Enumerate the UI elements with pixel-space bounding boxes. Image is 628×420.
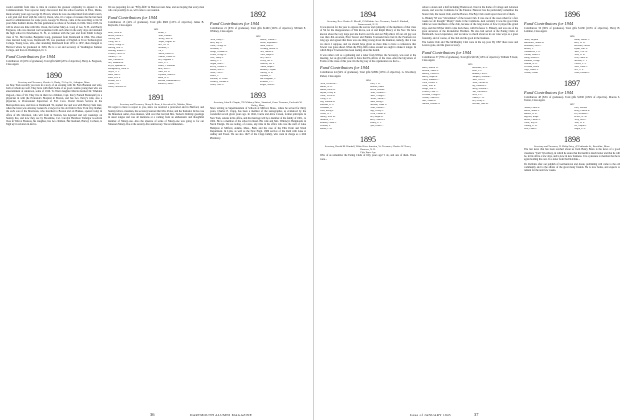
contributor-name: Green, Charles E. (369, 113, 386, 116)
contributor-list (524, 39, 620, 75)
contributor-name: Amen, Stephen (524, 38, 539, 41)
contributor-name: Gibson, Charles R. (422, 97, 440, 100)
contributor-name: Noble, Carl E. (210, 71, 224, 74)
contributor-name: Rand, John F. (108, 74, 121, 77)
right-col-1 (320, 6, 416, 162)
contributor-name: Chase, Geo. W. (573, 50, 588, 53)
contributor-name: Austin, Horace C. (573, 38, 591, 41)
contributor-name: Bowen, Edward (369, 89, 385, 92)
contributor-name: Emerson, Frank N. (369, 104, 387, 107)
contributor-name: Witter, Alice E. (210, 83, 225, 86)
contributor-name: Bennett, Albert H. (422, 70, 439, 73)
contributor-name: Flint, Carleton B. (471, 91, 488, 94)
class-notes: About a dozen and a half including Brentwood, lived at the home of College and Lebanon streets, and was the Commons for the Eleanor. Hanover has Ka particularly remember the Stone Club, the Green Club, and the Horace. The Bay Club could report most all of them. (422, 6, 518, 16)
contributor-name: Dorning, Robert G. (108, 50, 126, 53)
contributor-name: Cheney, Earl (108, 38, 120, 41)
contributor-name: Battelle, Wilton G. (259, 38, 277, 41)
class-year-heading: 1891 (148, 93, 164, 103)
right-col-2 (422, 6, 518, 107)
class-notes: It was rather cold as a gathering and a letter from Wilbur, the Secretary, was read at the meeting. Let us give him credit to have that Ex-officio of the class. After the big letters of Forms of the class of this year. On the big way of the organization we had a... (320, 53, 416, 64)
names-year: 1895 (467, 63, 473, 67)
contributor-name: Carter, Emanuel C. (422, 79, 440, 82)
contributor-name: Allen, Frederick C. (320, 83, 338, 86)
contributor-name: Kidder, J. Edwards (157, 65, 176, 68)
class-notes: The Gentle Club and The McMurphy Club were in the top year. By 1897 there were and Lestors gone, and the great recovery. (422, 40, 518, 48)
contributor-name: Gould, Edward F. (573, 71, 590, 74)
fund-heading: Fund Contributors for 1944 (320, 65, 370, 71)
contributor-name: Frost, Irving S. (320, 110, 334, 113)
fund-summary: Contributors 21 (63% of graduates). Total gifts $1490 (100% of objective). William E. Whitney, Class Agent. (210, 27, 306, 34)
page-number: 36 (150, 412, 155, 417)
contributor-name: Gale, G. E. (573, 68, 584, 71)
contributor-name: Doe, Ralph H. (573, 125, 587, 128)
class-year-heading: 1890 (46, 70, 62, 80)
contributor-name: Bailey, Francis R. (573, 110, 590, 113)
right-page (314, 0, 628, 420)
contributor-name: Leonard, L. (320, 125, 331, 128)
fund-heading: Fund Contributors for 1944 (524, 21, 574, 26)
contributor-name: Baker, Warren W. (422, 67, 439, 70)
class-notes: Who of us remember the Eating Clubs of fifty years ago? I do, and one of them. There were... (320, 154, 416, 161)
class-notes: The last news that has been reached about us from Henry Bates is the news of a good classmate "Tom" Woodbury, in which he states that his health is much better and that he will be, in his office a few days, and is now in new business. It is a pleasure to mention that he is again holding his own. In a letter from Ned Robbins... (524, 148, 620, 162)
fund-summary: Contributors 44 (94% of graduates). Total gifts $1889 (105% of objective). G. Woodbury Parker, Class Agent. (320, 71, 416, 78)
contributor-name: Cheney, Wm. W. (157, 38, 174, 41)
contributor-name: Reynolds, James B. (157, 74, 176, 77)
contributor-name: Hadley, Jesse M. (320, 116, 336, 119)
subheading: Fifty Years Ago (360, 151, 376, 155)
contributor-name: Cooper, Eugene M. (157, 41, 176, 44)
page-number: 37 (474, 412, 479, 417)
contributor-name: Dalby, Robert H. (524, 56, 540, 59)
contributor-name: Mason, J. M. (320, 128, 333, 131)
contributor-name: Barrows, James (369, 86, 385, 89)
contributor-name: Dale, Ch. H. (157, 44, 170, 47)
class-year-heading: 1896 (564, 10, 580, 19)
contributor-name: Bigelow, Ralph (524, 116, 539, 119)
contributor-name: Williams, C. C. (259, 80, 274, 83)
contributor-name: Cross, D. W. (573, 53, 586, 56)
contributor-name: Felt, J. (157, 50, 164, 53)
fund-summary: Contributors 50 (86% of graduates). Total gifts $1180 (118% of objective). Harry H. Lattimer, Class Agent. (524, 27, 620, 34)
contributor-list (108, 32, 204, 89)
contributor-name: Hall, Fred S. (259, 56, 272, 59)
contributor-name: Day, Edward M. (320, 101, 336, 104)
contributor-name: Wardwell, John J. (157, 83, 174, 86)
contributor-list (210, 39, 306, 87)
contributor-name: Cook, Charles L. (422, 82, 438, 85)
contributor-name: Dow, Frank P. (524, 128, 537, 131)
paragraph: would establish from time to time in rotation the greatest originality in apparel to the Commencement. Your reporter lately discovered that his school teachers in Eliot, Maine, made seventy years ago George W. Brown, where he was one-time hired from small town's, a soft plait and lived with his wife by Owen, who, ill a vague of treasure that he had been used for administration for some years, George W. Brown, came at the sure thing to his 50 years Miss Kathie's Rome. He fine gentleman as whole of Scotland, in 1904. Since 1935, he will be about one time with Mrs. Owen, the former Mary A. Long of Lee, N. H., and Hardy Ferguson, who was married well acquainted with each other in the early days and attended the high school in Newmarket, N. H., at common with the year and from Smith College class of '91. Her brother, Benjamin Long, graduated from Dartmouth in 1894. The oldest class married Leng Goss, Dartmouth '08, was president of English at Trost Technological College. Young Goss, who, after attending Dartmouth from 1931 to 1937, then changed to Harvard where he graduated in 1939, He is a sat and secretary of Washington Sumner College, and lives in Washington, D. C. (6, 6, 102, 52)
contributor-name: Burley, Ralph M. (422, 76, 438, 79)
contributor-name: Wood, Frederick W. (108, 86, 127, 89)
names-year: 1891 (153, 28, 159, 32)
contributor-name: Barton, Rolla W. (320, 89, 336, 92)
contributor-name: Hogan, John C. (210, 62, 225, 65)
fund-heading: Fund Contributors for 1944 (524, 89, 574, 95)
contributor-name: Emerson, A. T. (573, 59, 588, 62)
contributor-name: Kelley, Charles A. (210, 65, 227, 68)
names-year: 1897 (569, 103, 575, 107)
contributor-name: Carter, Edward (157, 35, 172, 38)
contributor-name: Allen, J. W. (369, 83, 381, 86)
contributor-name: Colby, Jas. S. (108, 41, 121, 44)
contributor-name: Hanson, Edward H. (422, 103, 441, 106)
contributor-name: Abbott, Frank W. (524, 107, 540, 110)
class-officers: Secretary and Treasurer, H. Philip Patey, 47 Fairbanks St., Brookline, Mass. (534, 145, 610, 149)
class-notes: We regret to have to report to you, since we received a protracted and in Hartford, and Sunday fellow-classmen, the secretary learned that Mrs. Potter, and her husband. In the case the Manelson outlet, class musters, with over that last had Mrs. Tucker's birthday greetings in usual tongue and was all mentions at a coming from an enthusiastic and thoughtful member of Ninety-one. Also the absence of some of Ninety-one was going to for our Nineteen Ninety-five at the seventy-five anniversary. We recommended... (108, 106, 204, 126)
contributor-name: Emery, Howard F. (471, 88, 489, 91)
contributor-name: Gibson, Arthur (524, 71, 538, 74)
contributor-name: Van Houghton, C. (259, 77, 277, 80)
contributor-name: Barber, W. B. (320, 86, 333, 89)
contributor-name: Carter, Thomas C. (369, 92, 387, 95)
contributor-list (524, 107, 620, 131)
fund-summary: Contributors 19 (19% of graduates). Total gifts $490 (20% of objective). Harry A. Ferguson, Class Agent. (6, 60, 102, 67)
contributor-name: Bryant, Henry K. (320, 92, 336, 95)
contributor-name: Hall, Henry L. (471, 100, 485, 103)
contributor-name: Gould, H. J. (320, 113, 332, 116)
contributor-name: Gore, Harry S. (210, 56, 224, 59)
contributor-name: Parker, C. (210, 74, 220, 77)
contributor-name: Chase, George W. (210, 44, 227, 47)
class-year-heading: 1893 (250, 90, 266, 100)
contributor-name: Batchelder, W. E. (471, 67, 488, 70)
contributor-name: Shaw, Levi S. (108, 77, 121, 80)
contributor-name: Gardner, C. W. (108, 56, 122, 59)
right-col-3 (524, 6, 620, 174)
contributor-name: Batchelder, Arthur M. (524, 41, 545, 44)
contributor-name: Carey, Otis E. (573, 119, 587, 122)
class-year-heading: 1897 (564, 78, 580, 88)
contributor-name: Bates, W. W. (573, 41, 586, 44)
class-officers: Secretary, John R. Chapin, 795 Whitney Drive, Stamford, Conn. Treasurer, Frederick W. Bailey, Mass. (213, 100, 303, 107)
contributor-name: Campbell, Howard C. (471, 76, 492, 79)
fund-heading: Fund Contributors for 1944 (6, 54, 56, 60)
class-notes: G. Blakely '95 was "Uncommon" of the Green Club. It was one of the cases when for a few weeks we all thought "Monty" made it the Commons. And certainly it was his good time while we were members of the club, because of the long stories of how it played the grand days, and that Wilber didn't come back there, with Professor C. Blakely, and was one of the great ancestors of the Rockefeller Brothers. He also had served at the Eating Clubs of Dartmouth. Good experience, and we know so much about us in our wise ways as a great fraternity, and of course, of the club and the good in the business. (422, 16, 518, 40)
contributor-name: Gage, Henry A. (369, 110, 384, 113)
contributor-name: Brooks, F. (524, 47, 534, 50)
class-year-heading: 1898 (564, 135, 580, 145)
contributor-name: Durgin, E. H. (573, 128, 586, 131)
running-footer: DARTMOUTH ALUMNI MAGAZINE (190, 413, 253, 417)
contributor-name: Bell, William E. (573, 113, 589, 116)
contributor-name: Cutting, D. W. (524, 125, 538, 128)
class-officers: Secretary, Rev. Charles E. Merrill, 23 Wiltshire Ave. Treasurer, Frank E. Kimball, Somersworth, N. H. (327, 20, 409, 27)
contributor-name: Mills, Wm. G. (157, 68, 171, 71)
contributor-name: Sullivan, Bartholomew F. (157, 80, 182, 83)
contributor-name: Chase, Lewis B. (320, 95, 336, 98)
contributor-name: Bartlett, W. K. (524, 113, 538, 116)
contributor-list (422, 67, 518, 106)
left-col-2 (108, 6, 204, 127)
contributor-name: Huntress, Jas. L. (259, 62, 275, 65)
contributor-name: Edwards, R. G. (320, 104, 335, 107)
contributor-name: Beaumont, Ellis G. (524, 44, 542, 47)
contributor-name: Gates, L. E. (471, 94, 483, 97)
contributor-name: Chase, Fred A. (471, 79, 486, 82)
contributor-name: Hall, Ralph M. (369, 116, 384, 119)
contributor-name: Deeming, Morris H. (259, 47, 279, 50)
fund-heading: Fund Contributors for 1944 (210, 21, 260, 26)
class-notes: It was known for the year to express the sorrow and sympathy of the members of that class of '94 for the disappearance of Wm Rowe, son of and Ralph Maxcy of the Nov. We have known about the very large part she had in our life and our Fifty-third. Of our old gay son was then Jim Acornan, Eliot Tewart and Emmie Townsend have had in the Fourteen not long ago and agreed that there was one thing wrong about the Reunion, namely, that it was too short. I suppose, and we should have given us more time to have a conference that Tewart was gone ahead. When the Fifty-fifth comes around we ought to make it longer. In which Major Townsend has been feeling about his health. (320, 26, 416, 53)
contributor-name: Hale, Edward W. (108, 59, 124, 62)
contributor-name: Hall, Augustus F. (157, 59, 174, 62)
contributor-name: Francis, Daniel S. (157, 53, 174, 56)
contributor-name: Bolton, J. (157, 32, 167, 35)
fund-summary: Contributors 13 (42% of graduates). Total gifts $600 (125% of objective). James B. Reynolds, Class Agent. (108, 20, 204, 27)
contributor-name: Jones, Charles S. (369, 119, 386, 122)
contributor-name: Clark, W. E. (573, 122, 585, 125)
contributor-name: Currier, Alfred G. (369, 98, 386, 101)
contributor-name: Freeman, Ernest (524, 65, 540, 68)
names-year: 1894 (365, 79, 371, 83)
contributor-name: Gilman, L. W. (471, 97, 485, 100)
contributor-name: Montgomery, Oscar D. (108, 68, 130, 71)
contributor-name: Dearborn, A. (210, 47, 222, 50)
contributor-name: Dodge, Herman W. (210, 50, 228, 53)
contributor-name: Ferris, Ralph E. (259, 53, 275, 56)
contributor-name: Chase, George L. (369, 95, 386, 98)
class-officers: Secretary, Harold M. Kimball, White River Junction, Vt. Treasurer, Charles W. Tower, Hanover, N. H. (324, 145, 412, 152)
contributor-name: Dodge, Wm. E. (422, 88, 437, 91)
contributor-name: Eaton, Irving F. (369, 101, 384, 104)
contributor-name: Blake, L. P. (471, 70, 483, 73)
contributor-name: Conant, Walter S. (524, 53, 541, 56)
contributor-name: Hale, Arthur R. (422, 100, 437, 103)
contributor-name: Howe, E. J. (157, 62, 169, 65)
contributor-name: Darling, Wm. S. (108, 47, 124, 50)
contributor-name: Sullivan, W. Victor (210, 77, 228, 80)
class-year-heading: 1894 (360, 10, 376, 19)
contributor-name: Felton, George N. (210, 53, 227, 56)
class-officers: Secretary and Treasurer, Charles A. Hardy, 75 Gay St., Arlington, Mass. (17, 80, 91, 84)
contributor-name: Smith, W. E. (157, 77, 170, 80)
contributor-name: Brewer, W. M. (573, 116, 587, 119)
contributor-name: Mason, Wm. E. (210, 68, 225, 71)
contributor-name: Fairbanks, B. (320, 107, 333, 110)
contributor-name: Whitney, William E. (210, 80, 229, 83)
contributor-name: Freeman, George H. (422, 94, 441, 97)
contributor-name: Fuller, Frank C. (573, 65, 589, 68)
contributor-name: Stetson, Ed. J. (108, 80, 122, 83)
contributor-name: Bosworth, Lucius (573, 44, 590, 47)
contributor-name: Farnum, W. H. (524, 62, 538, 65)
contributor-name: Reynolds, E. (259, 74, 272, 77)
class-year-heading: 1892 (250, 10, 266, 19)
contributor-name: Dakin, John B. (259, 44, 274, 47)
contributor-name: Fellows, L. S. (573, 62, 587, 65)
contributor-name: Brown, Raymond F. (259, 41, 279, 44)
contributor-name: Kinney, E. F. (369, 122, 382, 125)
contributor-name: Blakely, Gilbert R. (422, 73, 440, 76)
contributor-name: Brown, Charles F. (524, 119, 541, 122)
contributor-name: Kimball, Frank E. (320, 122, 337, 125)
contributor-name: Brown, Ernest J. (108, 35, 124, 38)
contributor-name: Hill, Edmund M. (108, 62, 124, 65)
fund-heading: Fund Contributors for 1944 (422, 49, 472, 55)
contributor-name: Chase, Roy W. (524, 122, 538, 125)
left-col-1 (6, 6, 102, 128)
paragraph: We are preparing for our "Fifty-fifth" in Hanover next June, and are hoping that every man who can possibly do so, will come to our reunion. (108, 6, 204, 13)
contributor-name: Gage, Walter S. (524, 68, 539, 71)
contributor-name: Gilmore, Edwin W. (157, 56, 176, 59)
names-year: 1892 (255, 34, 261, 38)
class-notes: Since writing as Superintendent of Schools at Milford, Mass., where he served for thirty years, Charles E. Clapp, has been a member of the stenographer, as evidenced by the wonderful record given years ago. In 1942, Carrie and Alice Carsen, former principals in New York, returns in his office, and his marriage will be a member of the family of 1901, 1a 1902. He is a member of the school in Rand. His wife and Mrs. Whitney's Hammonds in Naval Ensign. We are noting, of course, any time in his office who was the staff of Lake Hampton at Milford, Adams, Mass., Bath, and the case of the Ellis Point and Wash Department. In Lynn, as well as the New Engd. 1886 service of the Rath with Lake at Ashley and Essex. We are also 1927 of the Clapp family, who went in charge as a 16th Pharmacy. (210, 106, 306, 140)
contributor-name: Allen, Harry C. (210, 38, 225, 41)
running-footer: Issue of JANUARY 1945 (410, 413, 451, 417)
contributor-name: Bryant, Wm. E. (573, 47, 588, 50)
contributor-name: Wright, Alfred F. (259, 83, 276, 86)
contributor-name: Burbank, Fred R. (471, 73, 488, 76)
contributor-name: Tucker, J. B. (108, 83, 120, 86)
contributor-name: Bean, Alvin W. (108, 32, 123, 35)
contributor-name: Davidson, J. (157, 47, 169, 50)
contributor-name: Hersey, Jas. L. (259, 59, 273, 62)
contributor-name: Fletcher, Fred'k H. (108, 53, 126, 56)
names-year: 1896 (569, 34, 575, 38)
contributor-name: Cooke, Lucius M. (471, 82, 489, 85)
class-officers: Secretary and Treasurer, Henry B. Bean, 4 Greenleaf St., Malden, Mass. (119, 103, 193, 107)
contributor-name: Day, Harrison T. (471, 85, 487, 88)
contributor-name: Keyes, Ephraim W. (108, 65, 126, 68)
class-notes: Dr. Robbins after our publish of Germantown and Jessie, publishing will come to the old community and to the affairs of the great many friends. He is now home, and expects to remain for the next few weeks. (524, 162, 620, 173)
contributor-name: Ellis, Harold E. (259, 50, 274, 53)
contributor-name: Hasley, E. C. (210, 59, 223, 62)
fund-heading: Fund Contributors for 1944 (108, 14, 158, 20)
contributor-name: Lemon, Ralph J. (259, 65, 275, 68)
contributor-name: Bacon, Arthur S. (524, 110, 540, 113)
contributor-list (320, 83, 416, 131)
contributor-name: Hazelton, John M. (471, 103, 489, 106)
class-notes: As New York recently you note in a story of an evening with Dr. Fern Brennan and wife, both of whom are well. They have with them Some of us good cousins young men who are entertainment of Anderson, some of 1916. To Their daughter Marcia married Dr. Whelden Osgood, class of '26. They live in their two children, Capt. Percy Furnell Bernstein's) is a physician in with the Evanston's Hospital in Boston, and has two. Percy's wife, also a physician, is Professional Supervisor of Fort Cove. Dorial Dozen Service in the Metropolitan area, and lives at Dartmouth '32, studied law and was with Harvey Sant later, when the latter was Attorney General's a lawyer for his old firm in New York City. Rather, the sad's son of the Morrisons, who marched to Boston and on Hankes, opened today in office of Mr. Morrison, who will form in Trenton, has departed and cell weekdays on Sunday has, and now they are by Brookline, Col. Carolyn Haridson Trafalgar Goodwin lives in Wilcox Branson, his daughter, has two children. Her husband, Harvey Cochren, is 'high up' in aviation in Africa. (6, 83, 102, 127)
contributor-name: Allen, Edward (573, 107, 587, 110)
contributor-name: Foster, Harold C. (369, 107, 386, 110)
class-year-heading: 1895 (360, 135, 376, 145)
contributor-name: Noyes, A. Y. (108, 71, 120, 74)
contributor-name: Cutler, George H. (108, 44, 125, 47)
contributor-name: Chamberlin, F. H. (524, 50, 541, 53)
contributor-name: Potter, Ed. H. (157, 71, 170, 74)
contributor-name: Drew, Frank W. (573, 56, 589, 59)
contributor-name: Crane, Wm. R. (422, 85, 436, 88)
contributor-name: Moulton, Clayton (259, 68, 276, 71)
contributor-name: Eastman, George (524, 59, 540, 62)
contributor-name: Colby, E. R. (320, 98, 332, 101)
contributor-name: Fletcher, Chas. G. (422, 91, 439, 94)
fund-summary: Contributors 37 (79% of graduates). Total gifts $2158 (118% of objective). William F. Kent, Class Agent. (422, 55, 518, 62)
contributor-name: Ordway, H. W. (259, 71, 274, 74)
left-col-3 (210, 6, 306, 141)
contributor-name: Bliss, Ray A. (210, 41, 223, 44)
contributor-name: Lyon, Frank C. (369, 125, 384, 128)
fund-summary: Contributors 48 (84% of graduates). Total gifts $1630 (109% of objective). Marcus S. Turner, Class Agent. (524, 95, 620, 102)
contributor-name: Huntress, A. T. (320, 119, 334, 122)
